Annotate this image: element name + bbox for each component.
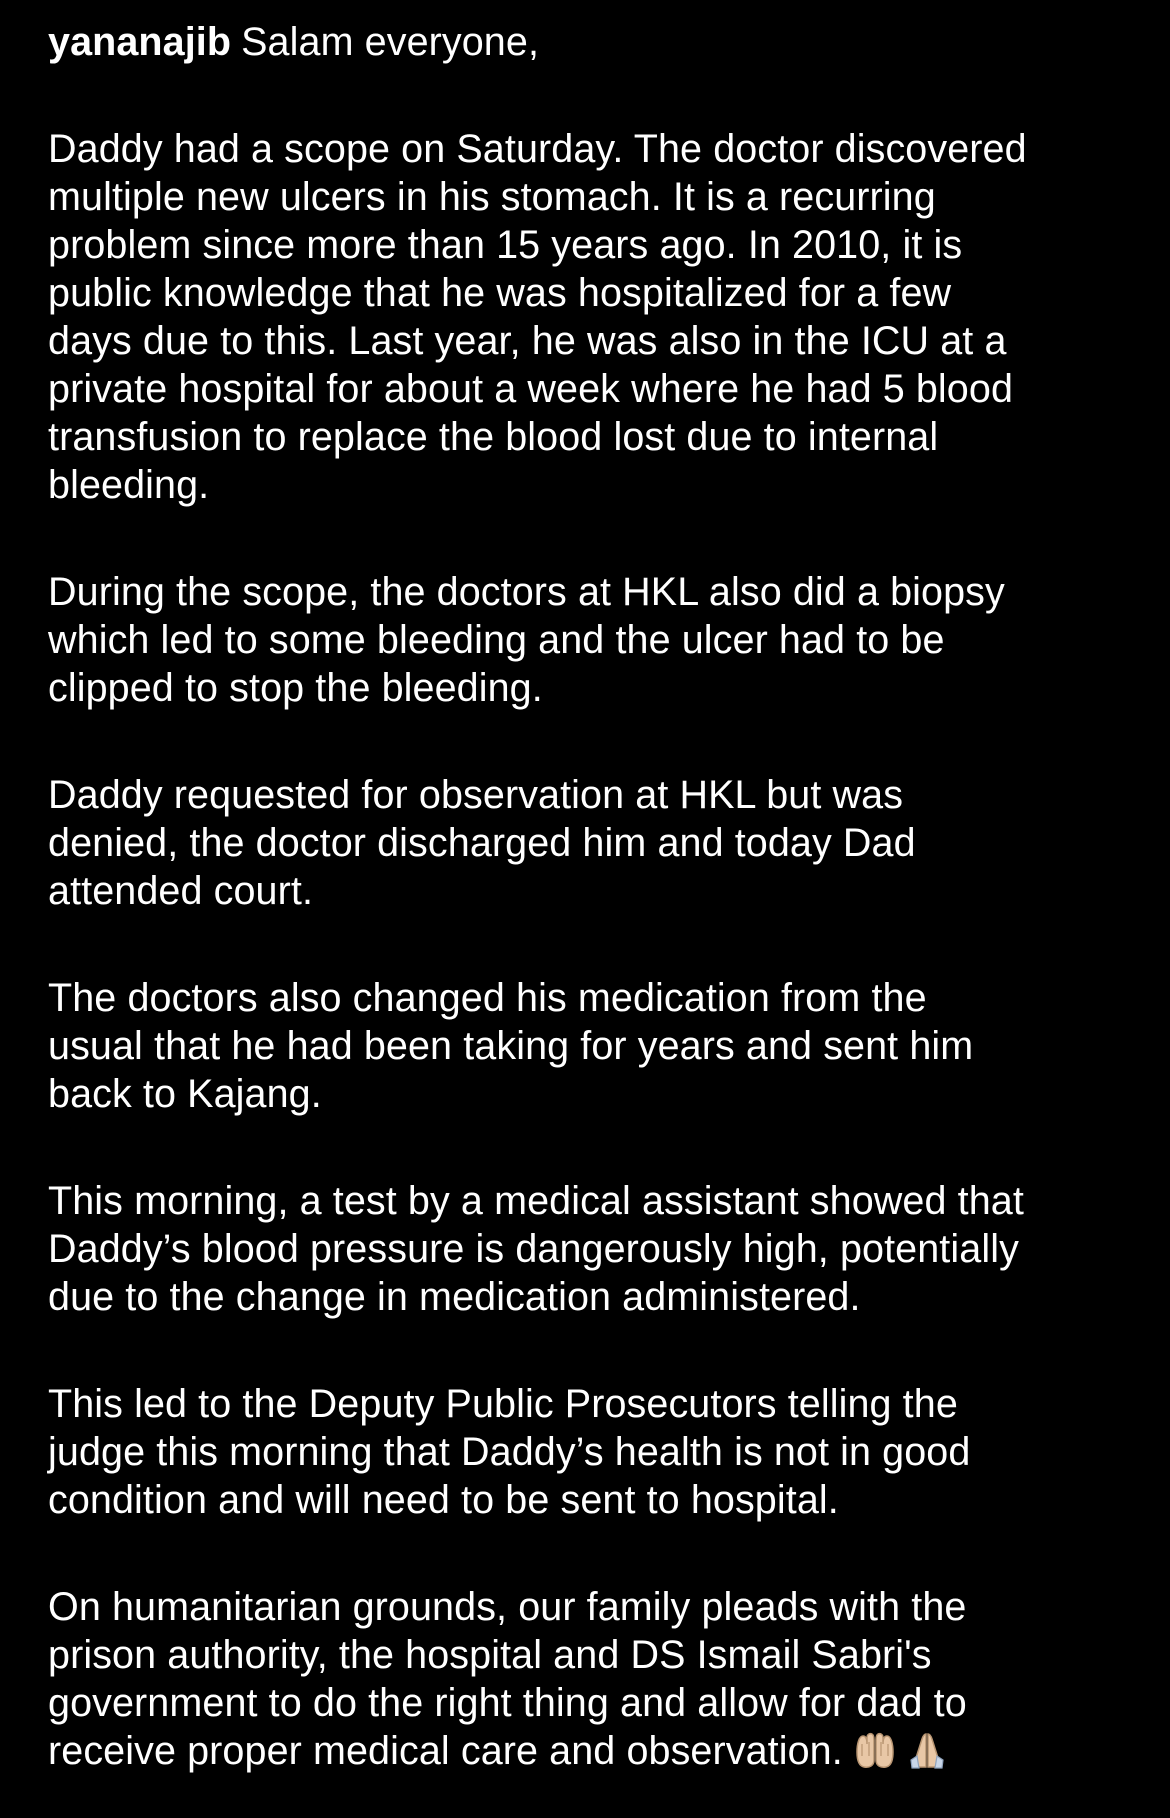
palms-up-together-icon	[853, 1730, 897, 1770]
paragraph-5: This morning, a test by a medical assistant showed that Daddy’s blood pressure is dangerously high, potentially due to the change in medication administered.	[48, 1179, 1024, 1319]
paragraph-4: The doctors also changed his medication from the usual that he had been taking for years and sent him back to Kajang.	[48, 976, 974, 1116]
post-caption	[48, 18, 1138, 1775]
username-link[interactable]: yananajib	[48, 20, 232, 64]
caption-first-line	[48, 18, 1138, 66]
paragraph-7	[48, 1583, 1138, 1775]
paragraph-1: Daddy had a scope on Saturday. The doctor discovered multiple new ulcers in his stomach. It is a recurring problem since more than 15 years ago. In 2010, it is public knowledge that he was hospitalized for a few days due to this. Last year, he was also in the ICU at a private hospital for about a week where he had 5 blood transfusion to replace the blood lost due to internal bleeding.	[48, 127, 1027, 507]
paragraph-3: Daddy requested for observation at HKL but was denied, the doctor discharged him and today Dad attended court.	[48, 773, 916, 913]
paragraph-2: During the scope, the doctors at HKL also did a biopsy which led to some bleeding and the ulcer had to be clipped to stop the bleeding.	[48, 570, 1005, 710]
greeting-text: Salam everyone,	[241, 20, 540, 64]
paragraph-7-text: On humanitarian grounds, our family pleads with the prison authority, the hospital and DS Ismail Sabri's government to do the right thing and allow for dad to receive proper medical care and observation.	[48, 1585, 967, 1773]
folded-hands-icon	[907, 1730, 947, 1770]
paragraph-6: This led to the Deputy Public Prosecutors telling the judge this morning that Daddy’s health is not in good condition and will need to be sent to hospital.	[48, 1382, 971, 1522]
